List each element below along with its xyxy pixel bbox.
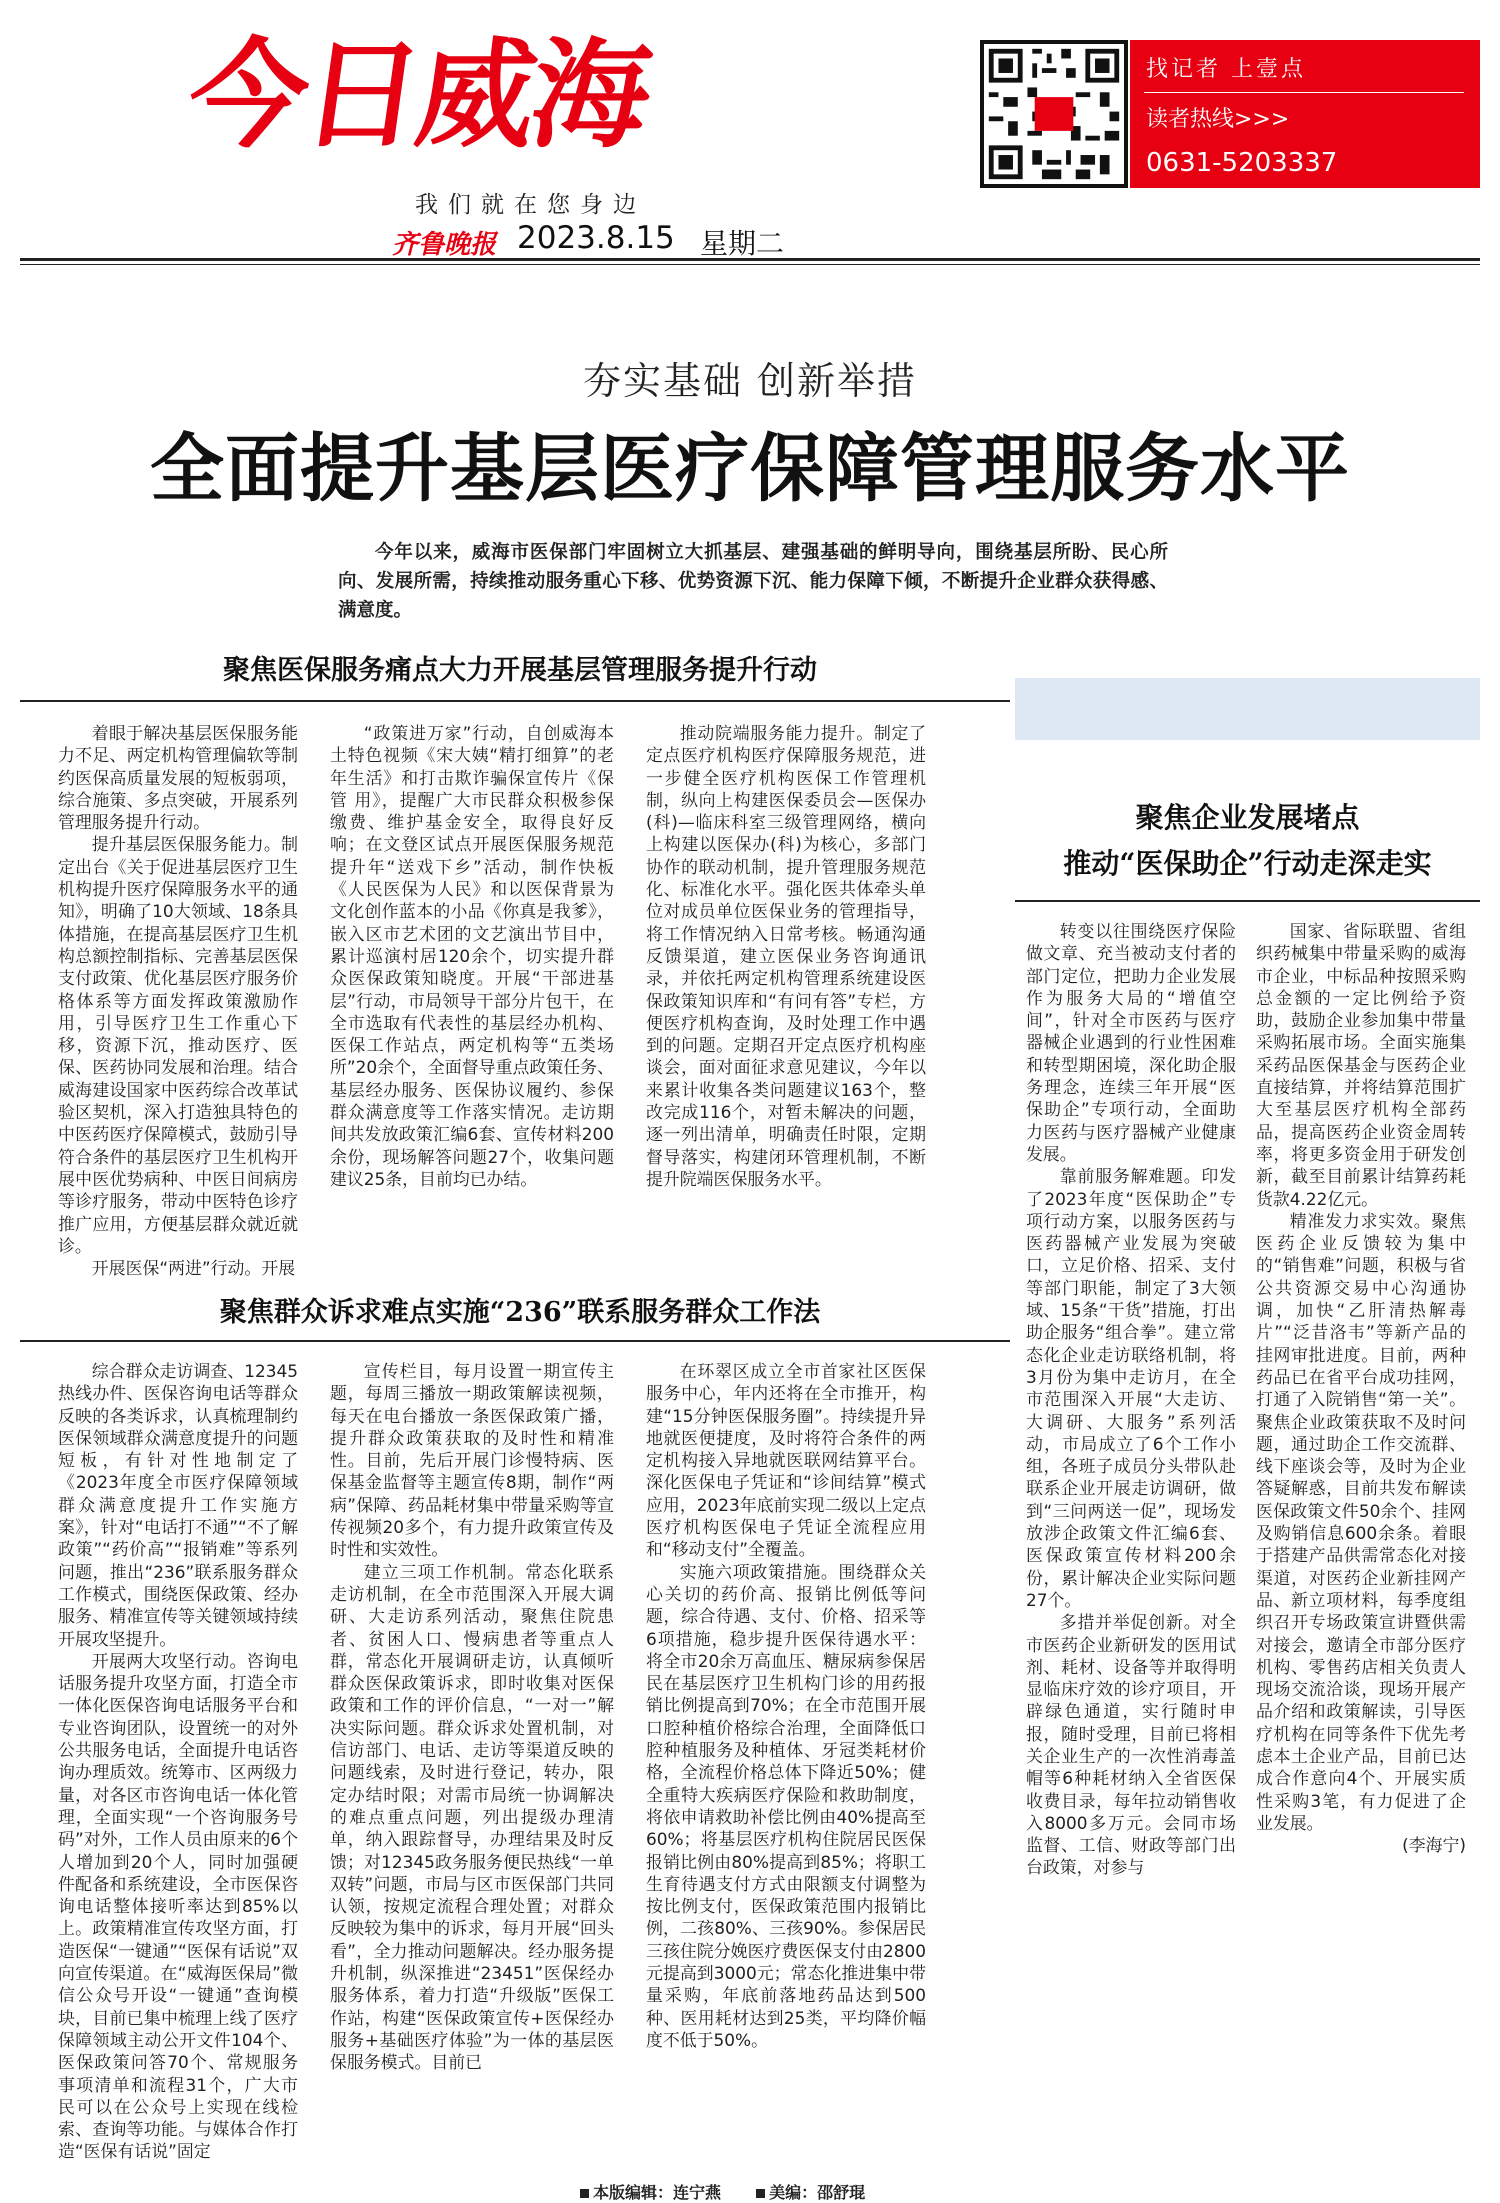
paragraph: 开展两大攻坚行动。咨询电话服务提升攻坚方面，打造全市一体化医保咨询电话服务平台和专业咨询团队，设置统一的对外公共服务电话，全面提升电话咨询办理质效。统筹市、区两级力量，对各区市咨询电话一体化管理，全面实现“一个咨询服务号码”对外，工作人员由原来的6个人增加到20个人，同时加强硬件配备和系统建设，全市医保咨询电话整体接听率达到85%以上。政策精准宣传攻坚方面，打造医保“一键通”“医保有话说”双向宣传渠道。在“威海医保局”微信公众号开设“一键通”查询模块，目前已集中梳理上线了医疗保障领域主动公开文件104个、医保政策问答70个、常规服务事项清单和流程31个，广大市民可以在公众号上实现在线检索、查询等功能。与媒体合作打造“医保有话说”固定 [58,1650,298,2162]
section1-rule [20,700,1010,702]
hotline-divider [1144,92,1464,93]
footer-editor: 本版编辑：连宁燕 [580,2183,721,2202]
section2-title: 聚焦群众诉求难点实施“236”联系服务群众工作法 [219,1297,821,1328]
hotline-label: 读者热线>>> [1146,107,1290,132]
paragraph: 综合群众走访调查、12345热线办件、医保咨询电话等群众反映的各类诉求，认真梳理制约医保领域群众满意度提升的问题短板，有针对性地制定了《2023年度全市医疗保障领域群众满意度提升工作实施方案》，针对“电话打不通”“不了解政策”“药价高”“报销难”等系列问题，推出“236”联系服务群众工作模式，围绕医保政策、经办服务、精准宣传等关键领域持续开展攻坚提升。 [58,1361,298,1649]
paragraph: 推动院端服务能力提升。制定了定点医疗机构医疗保障服务规范，进一步健全医疗机构医保工作管理机制，纵向上构建医保委员会—医保办(科)—临床科室三级管理网络，横向上构建以医保办(科)为核心，多部门协作的联动机制，提升管理服务规范化、标准化水平。强化医共体牵头单位对成员单位医保业务的管理指导，将工作情况纳入日常考核。畅通沟通反馈渠道，建立医保业务咨询通讯录，并依托两定机构管理系统建设医保政策知识库和“有问有答”专栏，方便医疗机构查询，及时处理工作中遇到的问题。定期召开定点医疗机构座谈会，面对面征求意见建议，今年以来累计收集各类问题建议163个，整改完成116个，对暂未解决的问题，逐一列出清单，明确责任时限，定期督导落实，构建闭环管理机制，不断提升院端医保服务水平。 [646,723,926,1189]
section3-rule [1015,900,1480,902]
paragraph: 精准发力求实效。聚焦医药企业反馈较为集中的“销售难”问题，积极与省公共资源交易中心沟通协调，加快“乙肝清热解毒片”“泛昔洛韦”等新产品的挂网审批进度。目前，两种药品已在省平台成功挂网，打通了入院销售“第一关”。聚焦企业政策获取不及时问题，通过助企工作交流群、线下座谈会等，及时为企业答疑解惑，目前共发布解读医保政策文件50余个、挂网及购销信息600余条。着眼于搭建产品供需常态化对接渠道，对医药企业新挂网产品、新立项材料，每季度组织召开专场政策宣讲暨供需对接会，邀请全市部分医疗机构、零售药店相关负责人现场交流洽谈，现场开展产品介绍和政策解读，引导医疗机构在同等条件下优先考虑本土企业产品，目前已达成合作意向4个、开展实质性采购3笔，有力促进了企业发展。 [1256,1210,1466,1833]
author-byline: (李海宁) [1402,1835,1466,1856]
section1-col1 [58,722,298,1279]
qr-code-graphic [984,44,1124,184]
paragraph: 多措并举促创新。对全市医药企业新研发的医用试剂、耗材、设备等并取得明显临床疗效的诊疗项目，开辟绿色通道，实行随时申报，随时受理，目前已将相关企业生产的一次性消毒盖帽等6种耗材纳入全省医保收费目录，每年拉动销售收入8000多万元。会同市场监督、工信、财政等部门出台政策，对参与 [1026,1612,1236,1878]
square-bullet-icon [580,2189,589,2198]
page-footer [580,2180,895,2203]
paragraph: 实施六项政策措施。围绕群众关心关切的药价高、报销比例低等问题，综合待遇、支付、价格、招采等6项措施，稳步提升医保待遇水平：将全市20余万高血压、糖尿病参保居民在基层医疗卫生机构门诊的用药报销比例提高到70%；在全市范围开展口腔种植价格综合治理，全面降低口腔种植服务及种植体、牙冠类耗材价格，全流程价格总体下降近50%；健全重特大疾病医疗保险和救助制度，将依申请救助补偿比例由40%提高至60%；将基层医疗机构住院居民医保报销比例由80%提高到85%；将职工生育待遇支付方式由限额支付调整为按比例支付，医保政策范围内报销比例，二孩80%、三孩90%。参保居民三孩住院分娩医疗费医保支付由2800元提高到3000元；常态化推进集中带量采购，年底前落地药品达到500种、医用耗材达到25类，平均降价幅度不低于50%。 [646,1561,926,2050]
section2-col1 [58,1360,298,2163]
paragraph: 在环翠区成立全市首家社区医保服务中心，年内还将在全市推开，构建“15分钟医保服务圈”。持续提升异地就医便捷度，及时将符合条件的两定机构接入异地就医联网结算平台。深化医保电子凭证和“诊间结算”模式应用，2023年底前实现二级以上定点医疗机构医保电子凭证全流程应用和“移动支付”全覆盖。 [646,1361,926,1560]
section2-rule [20,1340,1010,1342]
issue-weekday: 星期二 [700,227,785,260]
paragraph: 提升基层医保服务能力。制定出台《关于促进基层医疗卫生机构提升医疗保障服务水平的通知》，明确了10大领域、18条具体措施，在提高基层医疗卫生机构总额控制指标、完善基层医保支付政策、优化基层医疗服务价格体系等方面发挥政策激励作用，引导医疗卫生工作重心下移，资源下沉，推动医疗、医保、医药协同发展和治理。结合威海建设国家中医药综合改革试验区契机，深入打造独具特色的中医药医疗保障模式，鼓励引导符合条件的基层医疗卫生机构开展中医优势病种、中医日间病房等诊疗服务，带动中医特色诊疗推广应用，方便基层群众就近就诊。 [58,834,298,1256]
qr-code-icon[interactable] [980,40,1128,188]
square-bullet-icon [756,2189,765,2198]
masthead [20,18,1480,258]
section1-col3 [646,722,926,1190]
section3-title-line2: 推动“医保助企”行动走深走实 [1063,847,1432,880]
footer-designer: 美编：邵舒琨 [756,2183,865,2202]
article-lead: 今年以来，威海市医保部门牢固树立大抓基层、建强基础的鲜明导向，围绕基层所盼、民心所向、发展所需，持续推动服务重心下移、优势资源下沉、能力保障下倾，不断提升企业群众获得感、满意度。 [338,542,1168,621]
paragraph: 转变以往围绕医疗保险做文章、充当被动支付者的部门定位，把助力企业发展作为服务大局的“增值空间”，针对全市医药与医疗器械企业遇到的行业性困难和转型期困境，深化助企服务理念，连续三年开展“医保助企”专项行动，全面助力医药与医疗器械产业健康发展。 [1026,921,1236,1164]
article-headline: 全面提升基层医疗保障管理服务水平 [150,426,1350,512]
article-kicker: 夯实基础 创新举措 [582,359,918,403]
paragraph: 国家、省际联盟、省组织药械集中带量采购的威海市企业，中标品种按照采购总金额的一定比例给予资助，鼓励企业参加集中带量采购拓展市场。全面实施集采药品医保基金与医药企业直接结算，并将结算范围扩大至基层医疗机构全部药品，提高医药企业资金周转率，将更多资金用于研发创新，截至目前累计结算药耗货款4.22亿元。 [1256,921,1466,1209]
paragraph: 宣传栏目，每月设置一期宣传主题，每周三播放一期政策解读视频，每天在电台播放一条医保政策广播，提升群众政策获取的及时性和精准性。目前，先后开展门诊慢特病、医保基金监督等主题宣传8期，制作“两病”保障、药品耗材集中带量采购等宣传视频20多个，有力提升政策宣传及时性和实效性。 [330,1361,614,1560]
issue-date: 2023.8.15 [517,220,675,256]
section2-col2 [330,1360,614,2074]
paragraph: 开展医保“两进”行动。开展 [91,1258,296,1279]
slogan: 我们就在您身边 [415,192,646,218]
section1-title: 聚焦医保服务痛点大力开展基层管理服务提升行动 [223,655,817,686]
hotline-number[interactable]: 0631-5203337 [1146,148,1338,178]
masthead-rule [20,258,1480,261]
paragraph: 建立三项工作机制。常态化联系走访机制，在全市范围深入开展大调研、大走访系列活动，聚焦住院患者、贫困人口、慢病患者等重点人群，常态化开展调研走访，认真倾听群众医保政策诉求，即时收集对医保政策和工作的评价信息，“一对一”解决实际问题。群众诉求处置机制，对信访部门、电话、走访等渠道反映的问题线索，及时进行登记，转办，限定办结时限；对需市局统一协调解决的难点重点问题，列出提级办理清单，纳入跟踪督导，办理结果及时反馈；对12345政务服务便民热线“一单双转”问题，市局与区市医保部门共同认领，按规定流程合理处置；对群众反映较为集中的诉求，每月开展“回头看”，全力推动问题解决。经办服务提升机制，纵深推进“23451”医保经办服务体系，着力打造“升级版”医保工作站，构建“医保政策宣传+医保经办服务+基础医疗体验”为一体的基层医保服务模式。目前已 [330,1561,614,2073]
section3-band [1015,678,1480,740]
masthead-rule-thin [20,264,1480,265]
paragraph: 着眼于解决基层医保服务能力不足、两定机构管理偏软等制约医保高质量发展的短板弱项，综合施策、多点突破，开展系列管理服务提升行动。 [58,723,298,833]
section3-col2 [1256,920,1466,1856]
paper-name: 齐鲁晚报 [392,230,497,260]
hotline-tagline: 找记者 上壹点 [1146,57,1306,82]
paragraph: “政策进万家”行动，自创威海本土特色视频《宋大姨“精打细算”的老年生活》和打击欺诈骗保宣传片《保 管 用》，提醒广大市民群众积极参保缴费、维护基金安全，取得良好反响；在文登区试点开展医保服务规范提升年“送戏下乡”活动，制作快板《人民医保为人民》和以医保背景为文化创作蓝本的小品《你真是我爹》，嵌入区市艺术团的文艺演出节目中，累计巡演村居120余个，切实提升群众医保政策知晓度。开展“干部进基层”行动，市局领导干部分片包干，在全市选取有代表性的基层经办机构、医保工作站点，两定机构等“五类场所”20余个，全面督导重点政策任务、基层经办服务、医保协议履约、参保群众满意度等工作落实情况。走访期间共发放政策汇编6套、宣传材料200余份，现场解答问题27个，收集问题建议25条，目前均已办结。 [330,723,614,1189]
logo: 今日威海 [180,26,656,164]
section3-title-line1: 聚焦企业发展堵点 [1135,801,1360,834]
paragraph: 靠前服务解难题。印发了2023年度“医保助企”专项行动方案，以服务医药与医药器械产业发展为突破口，立足价格、招采、支付等部门职能，制定了3大领域、15条“干货”措施，打出助企服务“组合拳”。建立常态化企业走访联络机制，将3月份为集中走访月，在全市范围深入开展“大走访、大调研、大服务”系列活动，市局成立了6个工作小组，各班子成员分头带队赴联系企业开展走访调研，做到“三问两送一促”，现场发放涉企政策文件汇编6套、医保政策宣传材料200余份，累计解决企业实际问题27个。 [1026,1166,1236,1610]
section2-col3 [646,1360,926,2051]
reader-hotline-box [1130,40,1480,188]
section3-col1 [1026,920,1236,1879]
section1-col2 [330,722,614,1190]
